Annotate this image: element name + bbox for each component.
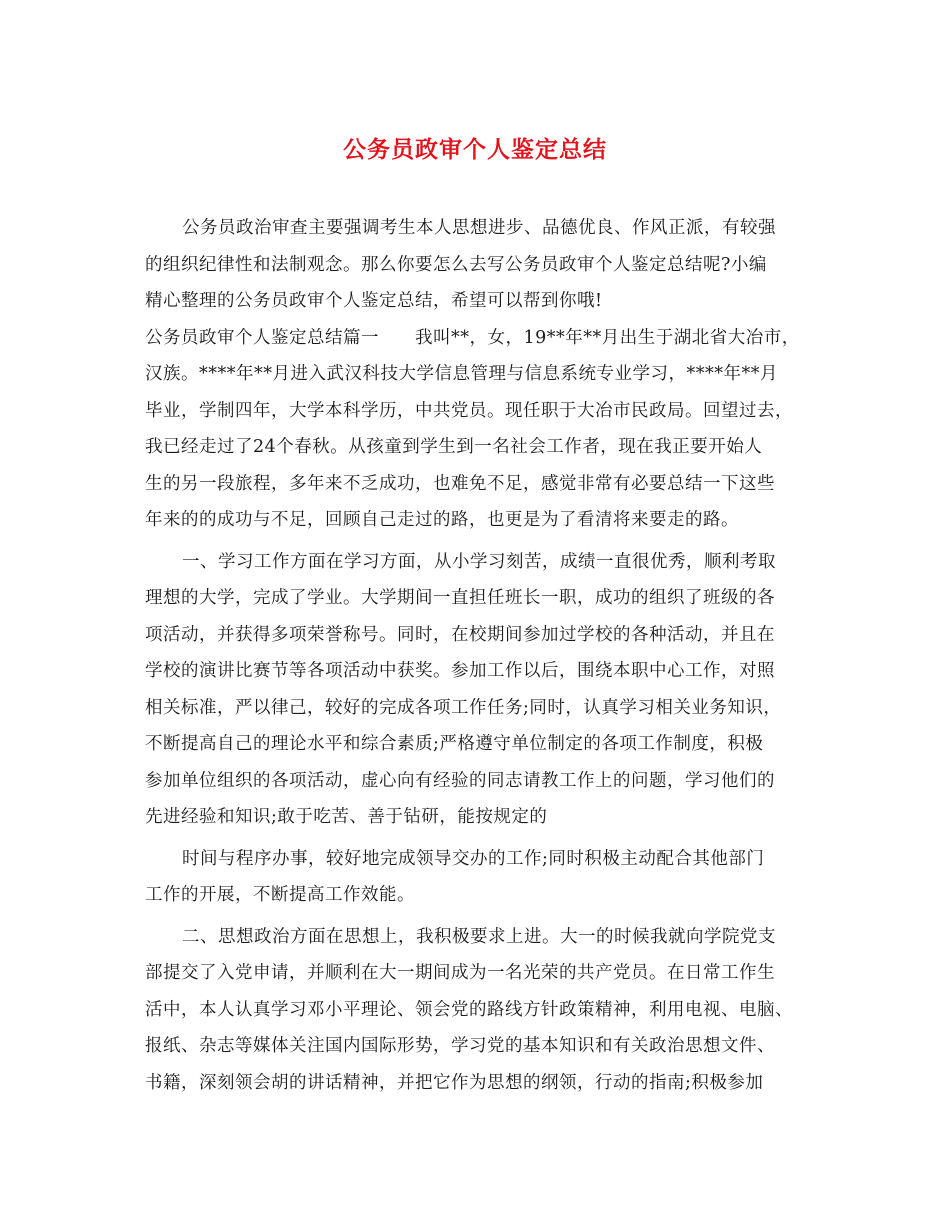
text-line: 公务员政治审查主要强调考生本人思想进步、品德优良、作风正派，有较强 — [182, 218, 776, 238]
text-line: 时间与程序办事，较好地完成领导交办的工作;同时积极主动配合其他部门 — [182, 848, 765, 869]
text-line: 项活动，并获得多项荣誉称号。同时，在校期间参加过学校的各种活动，并且在 — [145, 624, 775, 645]
text-line: 年来的的成功与不足，回顾自己走过的路，也更是为了看清将来要走的路。 — [145, 510, 739, 530]
document-body — [145, 210, 825, 1101]
text-line: 理想的大学，完成了学业。大学期间一直担任班长一职，成功的组织了班级的各 — [145, 588, 775, 608]
text-line: 部提交了入党申请，并顺利在大一期间成为一名光荣的共产党员。在日常工作生 — [145, 963, 775, 983]
text-line: 毕业，学制四年，大学本科学历，中共党员。现任职于大冶市民政局。回望过去， — [145, 400, 793, 421]
text-line: 二、思想政治方面在思想上，我积极要求上进。大一的时候我就向学院党支 — [182, 926, 776, 947]
text-line: 书籍，深刻领会胡的讲话精神，并把它作为思想的纲领，行动的指南;积极参加 — [145, 1072, 764, 1093]
text-line: 活中，本人认真学习邓小平理论、领会党的路线方针政策精神，利用电视、电脑、 — [145, 999, 793, 1020]
text-line: 生的另一段旅程，多年来不乏成功，也难免不足，感觉非常有必要总结一下这些 — [145, 473, 775, 494]
text-line: 一、学习工作方面在学习方面，从小学习刻苦，成绩一直很优秀，顺利考取 — [182, 551, 776, 572]
text-line: 不断提高自己的理论水平和综合素质;严格遵守单位制定的各项工作制度，积极 — [145, 734, 764, 754]
text-line: 报纸、杂志等媒体关注国内国际形势，学习党的基本知识和有关政治思想文件、 — [145, 1036, 775, 1056]
text-line: 先进经验和知识;敢于吃苦、善于钻研，能按规定的 — [145, 807, 548, 827]
text-line: 参加单位组织的各项活动，虚心向有经验的同志请教工作上的问题，学习他们的 — [145, 770, 775, 791]
text-line: 的组织纪律性和法制观念。那么你要怎么去写公务员政审个人鉴定总结呢?小编 — [145, 254, 767, 275]
text-line: 精心整理的公务员政审个人鉴定总结，希望可以帮到你哦! — [145, 291, 603, 311]
document-title: 公务员政审个人鉴定总结 — [343, 137, 607, 163]
text-line: 学校的演讲比赛节等各项活动中获奖。参加工作以后，围绕本职中心工作，对照 — [145, 661, 775, 681]
text-line: 我已经走过了24个春秋。从孩童到学生到一名社会工作者，现在我正要开始人 — [145, 437, 763, 457]
text-line: 工作的开展，不断提高工作效能。 — [145, 885, 415, 905]
text-line: 公务员政审个人鉴定总结篇一 我叫**，女，19**年**月出生于湖北省大冶市， — [145, 327, 800, 348]
text-line: 汉族。****年**月进入武汉科技大学信息管理与信息系统专业学习，****年**月 — [145, 364, 778, 384]
text-line: 相关标准，严以律己，较好的完成各项工作任务;同时，认真学习相关业务知识， — [145, 697, 782, 718]
